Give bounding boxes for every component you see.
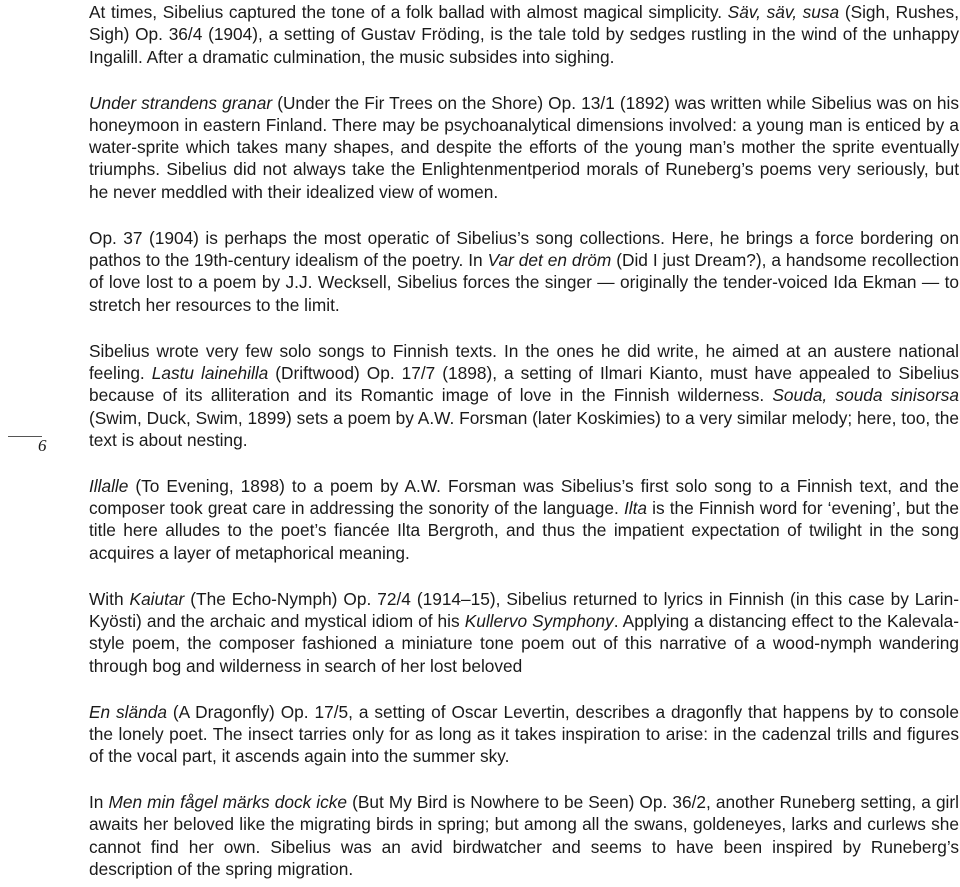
paragraph-p1 [89,1,959,68]
italic-title: Illalle [89,475,129,496]
text-run: (Did I just Dream?), a handsome recollection of love lost to a poem by J.J. Wecksell, Sibelius forces the singer — originally the tender-voiced Ida Ekman — to stretch her resources to the limit. [89,250,959,315]
italic-title: Säv, säv, susa [727,2,840,22]
paragraph-p8 [89,791,959,880]
italic-title: Kaiutar [129,588,185,609]
italic-title: En slända [89,701,167,722]
text-run: (Swim, Duck, Swim, 1899) sets a poem by A.W. Forsman (later Koskimies) to a very similar melody; here, too, the text is about nesting. [89,407,959,450]
italic-title: Ilta [623,498,647,519]
italic-title: Under strandens granar [89,92,273,113]
italic-title: Var det en dröm [487,250,612,271]
text-run: (To Evening, 1898) to a poem by A.W. Forsman was Sibelius’s first solo song to a Finnish text, and the composer took great care in addressing the sonority of the language. [89,475,959,519]
page-marker [0,432,70,462]
text-run: Op. 37 (1904) is perhaps the most operatic of Sibelius’s song collections. Here, he brings a force bordering on pathos to the 19th-century idealism of the poetry. In [89,227,959,271]
text-run: . Applying a distancing effect to the Kalevala-style poem, the composer fashioned a miniature tone poem out of this narrative of a wood-nymph wandering through bog and wilderness in search of her lost beloved [89,610,959,676]
body-text [89,1,959,880]
page-number: 6 [38,436,47,455]
italic-title: Lastu lainehilla [151,362,269,383]
paragraph-p4 [89,340,959,451]
paragraph-p3 [89,227,959,316]
paragraph-p7 [89,701,959,768]
text-run: (Driftwood) Op. 17/7 (1898), a setting of Ilmari Kianto, must have appealed to Sibelius because of its alliteration and its Romantic image of love in the Finnish wilderness. [89,362,959,406]
text-run: (Under the Fir Trees on the Shore) Op. 13/1 (1892) was written while Sibelius was on his honeymoon in eastern Finland. There may be psychoanalytical dimensions involved: a young man is enticed by a water-sprite which takes many shapes, and despite the efforts of the young man’s mother the sprite eventually triumphs. Sibelius did not always take the Enlightenmentperiod morals of Runeberg’s poems very seriously, but he never meddled with their idealized view of women. [89,92,959,202]
paragraph-p2 [89,92,959,203]
page-marker-rule [8,436,42,437]
italic-title: Kullervo Symphony [464,610,614,631]
text-run: (A Dragonfly) Op. 17/5, a setting of Oscar Levertin, describes a dragonfly that happens by to console the lonely poet. The insect tarries only for as long as it takes inspiration to arise: in the cadenzal trills and figures of the vocal part, it ascends again into the summer sky. [89,701,959,767]
italic-title: Souda, souda sinisorsa [772,385,959,406]
text-run: (But My Bird is Nowhere to be Seen) Op. 36/2, another Runeberg setting, a girl awaits her beloved like the migrating birds in spring; but among all the swans, goldeneyes, larks and curlews she cannot find her own. Sibelius was an avid birdwatcher and seems to have been inspired by Runeberg’s description of the spring migration. [89,792,959,880]
text-run: At times, Sibelius captured the tone of a folk ballad with almost magical simplicity. [89,2,728,22]
paragraph-p6 [89,588,959,677]
text-run: With [89,588,130,609]
paragraph-p5 [89,475,959,564]
text-run: (Sigh, Rushes, Sigh) Op. 36/4 (1904), a setting of Gustav Fröding, is the tale told by sedges rustling in the wind of the unhappy Ingalill. After a dramatic culmination, the music subsides into sighing. [89,2,959,67]
text-run: In [89,792,109,813]
text-run: (The Echo-Nymph) Op. 72/4 (1914–15), Sibelius returned to lyrics in Finnish (in this case by Larin-Kyösti) and the archaic and mystical idiom of his [89,588,959,631]
text-run: Sibelius wrote very few solo songs to Finnish texts. In the ones he did write, he aimed at an austere national feeling. [89,340,959,383]
text-run: is the Finnish word for ‘evening’, but the title here alludes to the poet’s fiancée Ilta Bergroth, and thus the impatient expectation of twilight in the song acquires a layer of metaphorical meaning. [89,498,959,563]
italic-title: Men min fågel märks dock icke [108,792,348,813]
